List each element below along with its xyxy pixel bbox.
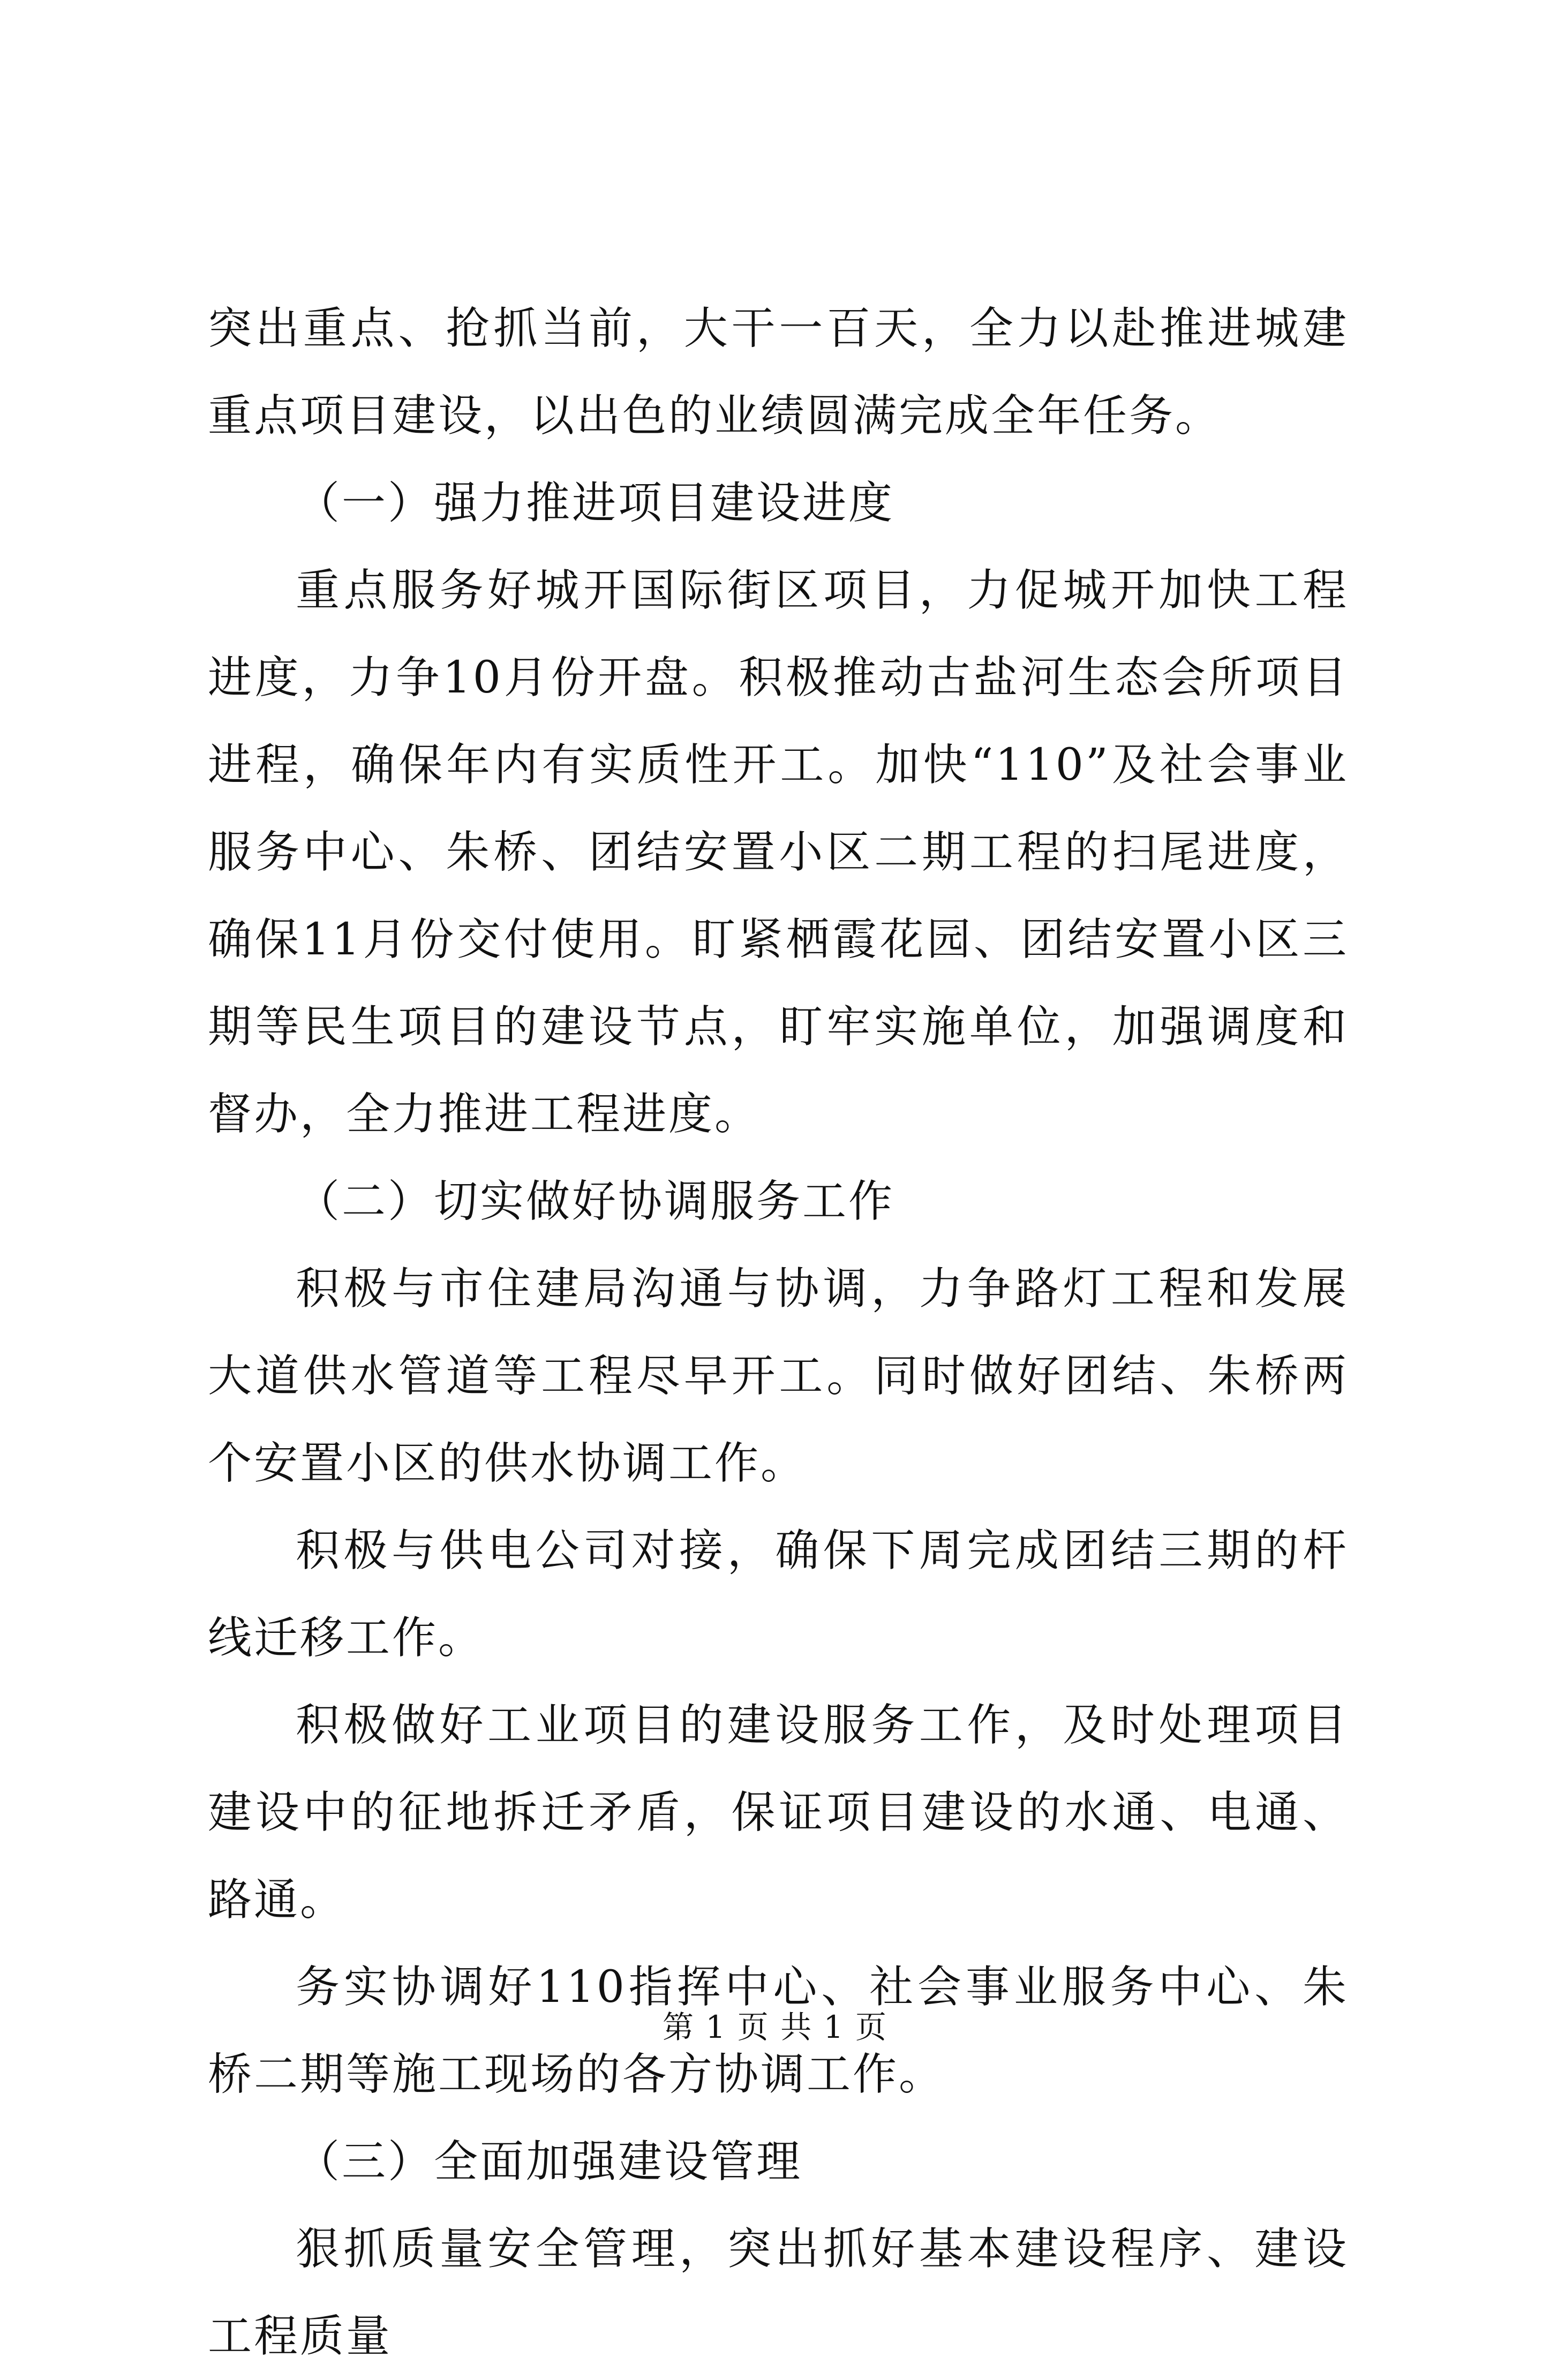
section-heading-2: （二）切实做好协调服务工作 [296, 1176, 895, 1227]
paragraph-intro: 突出重点、抢抓当前，大干一百天，全力以赴推进城建重点项目建设，以出色的业绩圆满完成全年任务。 [208, 303, 1349, 441]
paragraph-industrial-projects: 积极做好工业项目的建设服务工作，及时处理项目建设中的征地拆迁矛盾，保证项目建设的水通、电通、路通。 [208, 1700, 1349, 1925]
paragraph-quality-safety: 狠抓质量安全管理，突出抓好基本建设程序、建设工程质量 [208, 2224, 1349, 2362]
paragraph-site-coordination: 务实协调好110指挥中心、社会事业服务中心、朱桥二期等施工现场的各方协调工作。 [208, 1962, 1349, 2100]
section-heading-3: （三）全面加强建设管理 [296, 2136, 803, 2187]
section-heading-1: （一）强力推进项目建设进度 [296, 478, 895, 529]
document-body [208, 285, 1349, 2380]
paragraph-housing-bureau: 积极与市住建局沟通与协调，力争路灯工程和发展大道供水管道等工程尽早开工。同时做好团结、朱桥两个安置小区的供水协调工作。 [208, 1263, 1349, 1489]
paragraph-power-company: 积极与供电公司对接，确保下周完成团结三期的杆线迁移工作。 [208, 1525, 1349, 1663]
page-footer: 第 1 页 共 1 页 [663, 2009, 887, 2045]
paragraph-project-progress: 重点服务好城开国际街区项目，力促城开加快工程进度，力争10月份开盘。积极推动古盐河生态会所项目进程，确保年内有实质性开工。加快“110”及社会事业服务中心、朱桥、团结安置小区二期工程的扫尾进度，确保11月份交付使用。盯紧栖霞花园、团结安置小区三期等民生项目的建设节点，盯牢实施单位，加强调度和督办，全力推进工程进度。 [208, 565, 1349, 1140]
